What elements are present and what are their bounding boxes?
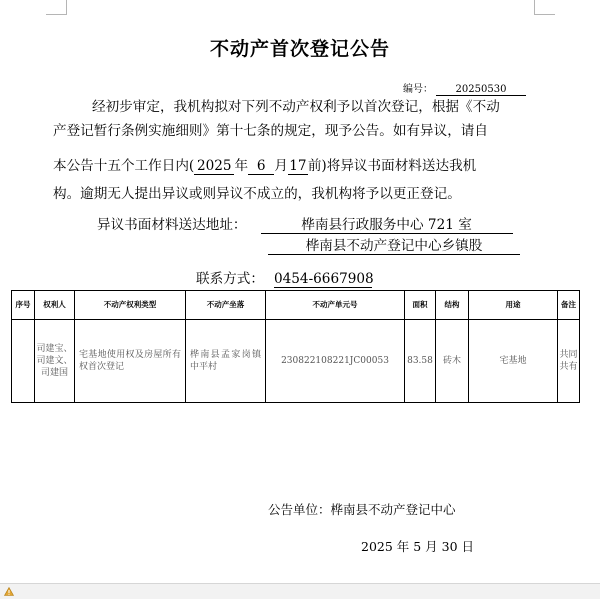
serial-value: 20250530 bbox=[436, 84, 526, 96]
crop-mark-top-left bbox=[46, 0, 67, 15]
deadline-year-unit: 年 bbox=[234, 158, 249, 174]
header-usage: 用途 bbox=[469, 291, 558, 320]
cell-remark: 共同共有 bbox=[558, 320, 580, 403]
header-remark: 备注 bbox=[558, 291, 580, 320]
notice-date: 2025 年 5 月 30 日 bbox=[361, 539, 475, 554]
table-row bbox=[12, 320, 580, 403]
body-line-4: 构。逾期无人提出异议或则异议不成立的，我机构将予以更正登记。 bbox=[53, 186, 461, 202]
cell-owner: 司建宝、司建文、司建国 bbox=[35, 320, 75, 403]
warning-icon bbox=[4, 587, 14, 596]
deadline-day: 17 bbox=[289, 158, 307, 174]
contact-phone: 0454-6667908 bbox=[273, 271, 374, 287]
signature-line bbox=[268, 500, 456, 518]
serial-number bbox=[403, 80, 526, 96]
contact-block bbox=[196, 267, 372, 288]
header-area: 面积 bbox=[405, 291, 436, 320]
table-header-row bbox=[12, 291, 580, 320]
serial-label: 编号： bbox=[403, 84, 433, 95]
cell-location: 桦南县孟家岗镇中平村 bbox=[186, 320, 266, 403]
body-line-3 bbox=[53, 154, 476, 175]
header-right-type: 不动产权利类型 bbox=[75, 291, 186, 320]
header-structure: 结构 bbox=[436, 291, 469, 320]
cell-right-type: 宅基地使用权及房屋所有权首次登记 bbox=[75, 320, 186, 403]
address-block bbox=[97, 213, 513, 234]
signature-org: 桦南县不动产登记中心 bbox=[330, 502, 456, 517]
body-line-1: 经初步审定，我机构拟对下列不动产权利予以首次登记，根据《不动 bbox=[92, 99, 500, 115]
header-unit-no: 不动产单元号 bbox=[266, 291, 405, 320]
header-location: 不动产坐落 bbox=[186, 291, 266, 320]
cell-index bbox=[12, 320, 35, 403]
notice-body bbox=[92, 96, 537, 119]
address-line-1: 桦南县行政服务中心 721 室 bbox=[261, 217, 513, 234]
cell-usage: 宅基地 bbox=[469, 320, 558, 403]
address-line-2: 桦南县不动产登记中心乡镇股 bbox=[268, 238, 520, 255]
body-line-2: 产登记暂行条例实施细则》第十七条的规定，现予公告。如有异议，请自 bbox=[53, 123, 488, 139]
viewer-status-bar bbox=[0, 583, 600, 599]
header-owner: 权利人 bbox=[35, 291, 75, 320]
deadline-month-unit: 月 bbox=[274, 158, 288, 174]
header-index: 序号 bbox=[12, 291, 35, 320]
signature-label: 公告单位： bbox=[268, 502, 331, 517]
registration-table bbox=[11, 290, 580, 403]
deadline-year: 2025 bbox=[194, 158, 234, 175]
body-line-3-before: 本公告十五个工作日内( bbox=[53, 158, 195, 174]
cell-structure: 砖木 bbox=[436, 320, 469, 403]
crop-mark-top-right bbox=[534, 0, 555, 15]
address-label: 异议书面材料送达地址： bbox=[97, 217, 247, 233]
address-line-2-wrap bbox=[268, 238, 520, 255]
page-title: 不动产首次登记公告 bbox=[209, 38, 390, 60]
cell-area: 83.58 bbox=[405, 320, 436, 403]
contact-label: 联系方式： bbox=[196, 271, 264, 287]
cell-unit-no: 230822108221JC00053 bbox=[266, 320, 405, 403]
body-line-3-after: 前)将异议书面材料送达我机 bbox=[307, 158, 477, 174]
deadline-month: 6 bbox=[248, 158, 274, 175]
